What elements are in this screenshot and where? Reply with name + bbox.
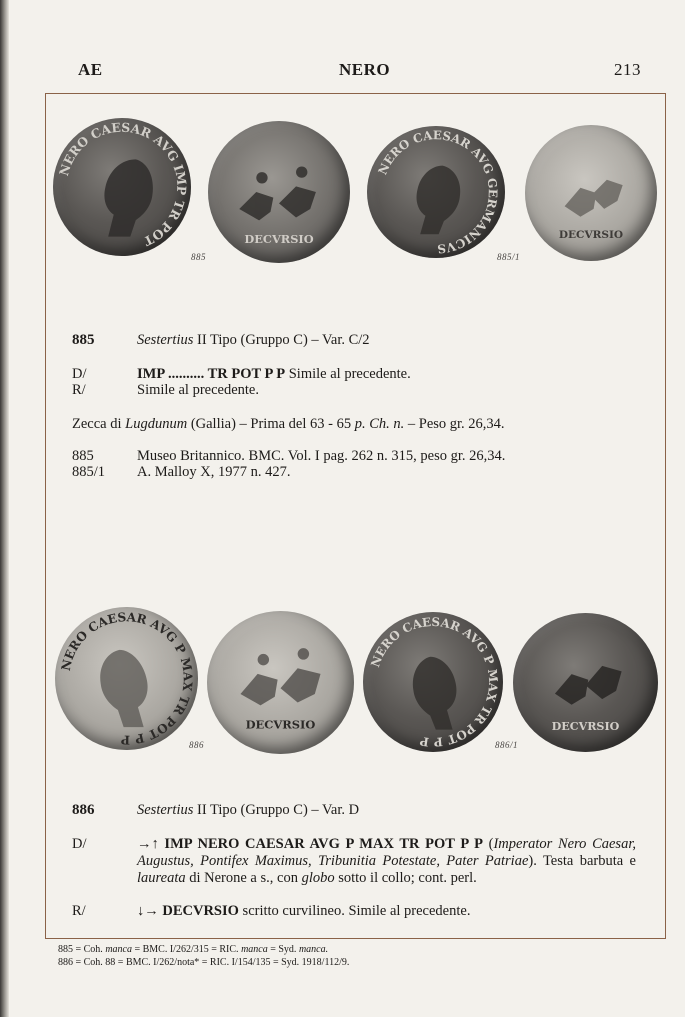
coin-886-1-legend: NERO CAESAR AVG P MAX TR POT P P — [368, 614, 501, 750]
coin-885-obverse — [53, 118, 191, 256]
plate-label-886: 886 — [189, 740, 204, 750]
entry-886-obverse: →↑ IMP NERO CAESAR AVG P MAX TR POT P P (Imperator Nero Caesar, Augustus, Pontifex Maximus, Tribunitia Potestate, Pater Patriae). Testa barbuta e laureata di Nerone a s., con globo sotto il collo; cont. perl. — [137, 836, 636, 886]
header-metal: AE — [78, 60, 103, 79]
coin-885-exergue: DECVRSIO — [244, 232, 314, 247]
ref-number: 885/1 — [72, 464, 106, 480]
coin-885-1-reverse — [525, 125, 657, 261]
coin-886-1-reverse — [513, 613, 658, 752]
footnote-886: 886 = Coh. 88 = BMC. I/262/nota* = RIC. I/154/135 = Syd. 1918/112/9. — [58, 957, 350, 968]
entry-885-obverse-label: D/ — [72, 366, 87, 382]
entry-885-type: Sestertius II Tipo (Gruppo C) – Var. C/2 — [137, 332, 370, 348]
coin-886-reverse — [207, 611, 354, 754]
coin-886-exergue: DECVRSIO — [245, 717, 316, 732]
entry-886-type: Sestertius II Tipo (Gruppo C) – Var. D — [137, 802, 360, 818]
entry-885-number: 885 — [72, 332, 95, 348]
header-title: NERO — [339, 60, 391, 79]
plate-label-886-1: 886/1 — [495, 740, 519, 750]
coin-885-1-exergue: DECVRSIO — [558, 228, 624, 241]
entry-886-number: 886 — [72, 802, 95, 818]
book-spine-shadow — [0, 0, 9, 1017]
ref-text: Museo Britannico. BMC. Vol. I pag. 262 n. 315, peso gr. 26,34. — [137, 448, 506, 464]
footnote-885: 885 = Coh. manca = BMC. I/262/315 = RIC. manca = Syd. manca. — [58, 944, 329, 955]
coin-886-1-exergue: DECVRSIO — [551, 719, 620, 733]
coin-885-1-obverse — [367, 126, 505, 258]
coin-886-legend: NERO CAESAR AVG P MAX TR POT P P — [58, 610, 195, 747]
plate-label-885: 885 — [191, 252, 206, 262]
entry-886-obverse-label: D/ — [72, 836, 87, 852]
plate-label-885-1: 885/1 — [497, 252, 521, 262]
coin-885-1-legend: NERO CAESAR AVG GERMANICVS — [375, 128, 500, 256]
coin-886-1-obverse — [363, 612, 503, 752]
entry-885-reverse: Simile al precedente. — [137, 382, 259, 398]
coin-885-reverse — [208, 121, 350, 263]
coin-886-obverse — [55, 607, 198, 750]
page-number: 213 — [614, 60, 641, 79]
entry-885-mint: Zecca di Lugdunum (Gallia) – Prima del 63 - 65 p. Ch. n. – Peso gr. 26,34. — [72, 416, 505, 432]
ref-number: 885 — [72, 448, 94, 464]
entry-885-reverse-label: R/ — [72, 382, 86, 398]
coin-885-legend: NERO CAESAR AVG IMP TR POT — [55, 119, 190, 250]
ref-text: A. Malloy X, 1977 n. 427. — [137, 464, 291, 480]
entry-886-reverse-label: R/ — [72, 903, 86, 919]
entry-886-reverse: ↓→ DECVRSIO scritto curvilineo. Simile al precedente. — [137, 903, 471, 919]
entry-885-obverse: IMP .......... TR POT P P Simile al precedente. — [137, 366, 411, 382]
